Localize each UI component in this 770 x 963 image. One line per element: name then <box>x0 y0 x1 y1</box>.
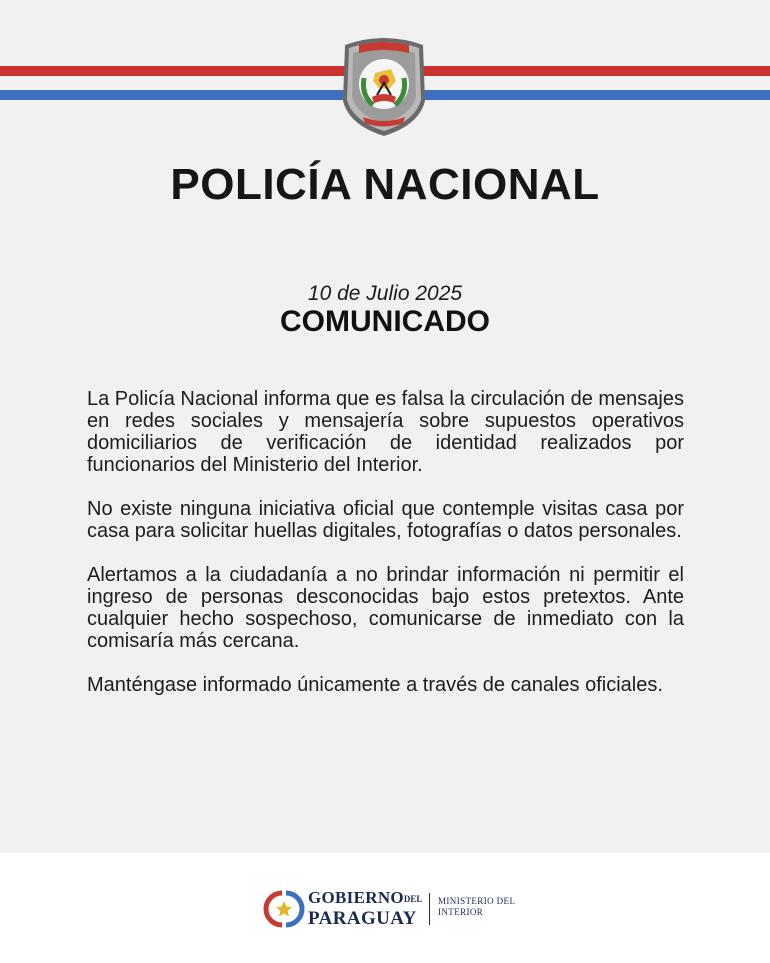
ministry-line1: MINISTERIO DEL <box>438 896 516 906</box>
announcement-date: 10 de Julio 2025 <box>307 282 463 305</box>
ministry-line2: INTERIOR <box>438 907 484 917</box>
gov-wordmark-del: DEL <box>403 894 423 905</box>
announcement-body <box>87 388 684 718</box>
paragraph: La Policía Nacional informa que es falsa la circulación de mensajes en redes sociales y mensajería sobre supuestos operativos domiciliarios de verificación de identidad realizados por funcionarios del Ministerio del Interior. <box>87 388 684 476</box>
gov-wordmark-line2: PARAGUAY <box>308 908 417 930</box>
government-emblem-icon <box>262 889 306 929</box>
government-wordmark <box>308 888 422 929</box>
ministry-label <box>438 896 515 918</box>
paragraph: Manténgase informado únicamente a través de canales oficiales. <box>87 674 663 696</box>
paragraph: No existe ninguna iniciativa oficial que contemple visitas casa por casa para solicitar huellas digitales, fotografías o datos personales. <box>87 498 684 542</box>
organization-title: POLICÍA NACIONAL <box>170 160 600 209</box>
gov-wordmark-line1: GOBIERNO <box>308 888 404 907</box>
police-badge-icon <box>339 33 429 137</box>
announcement-title: COMUNICADO <box>280 305 490 338</box>
paragraph: Alertamos a la ciudadanía a no brindar información ni permitir el ingreso de personas desconocidas bajo estos pretextos. Ante cualquier hecho sospechoso, comunicarse de inmediato con la comisaría más cercana. <box>87 564 684 652</box>
footer-divider <box>429 893 430 925</box>
